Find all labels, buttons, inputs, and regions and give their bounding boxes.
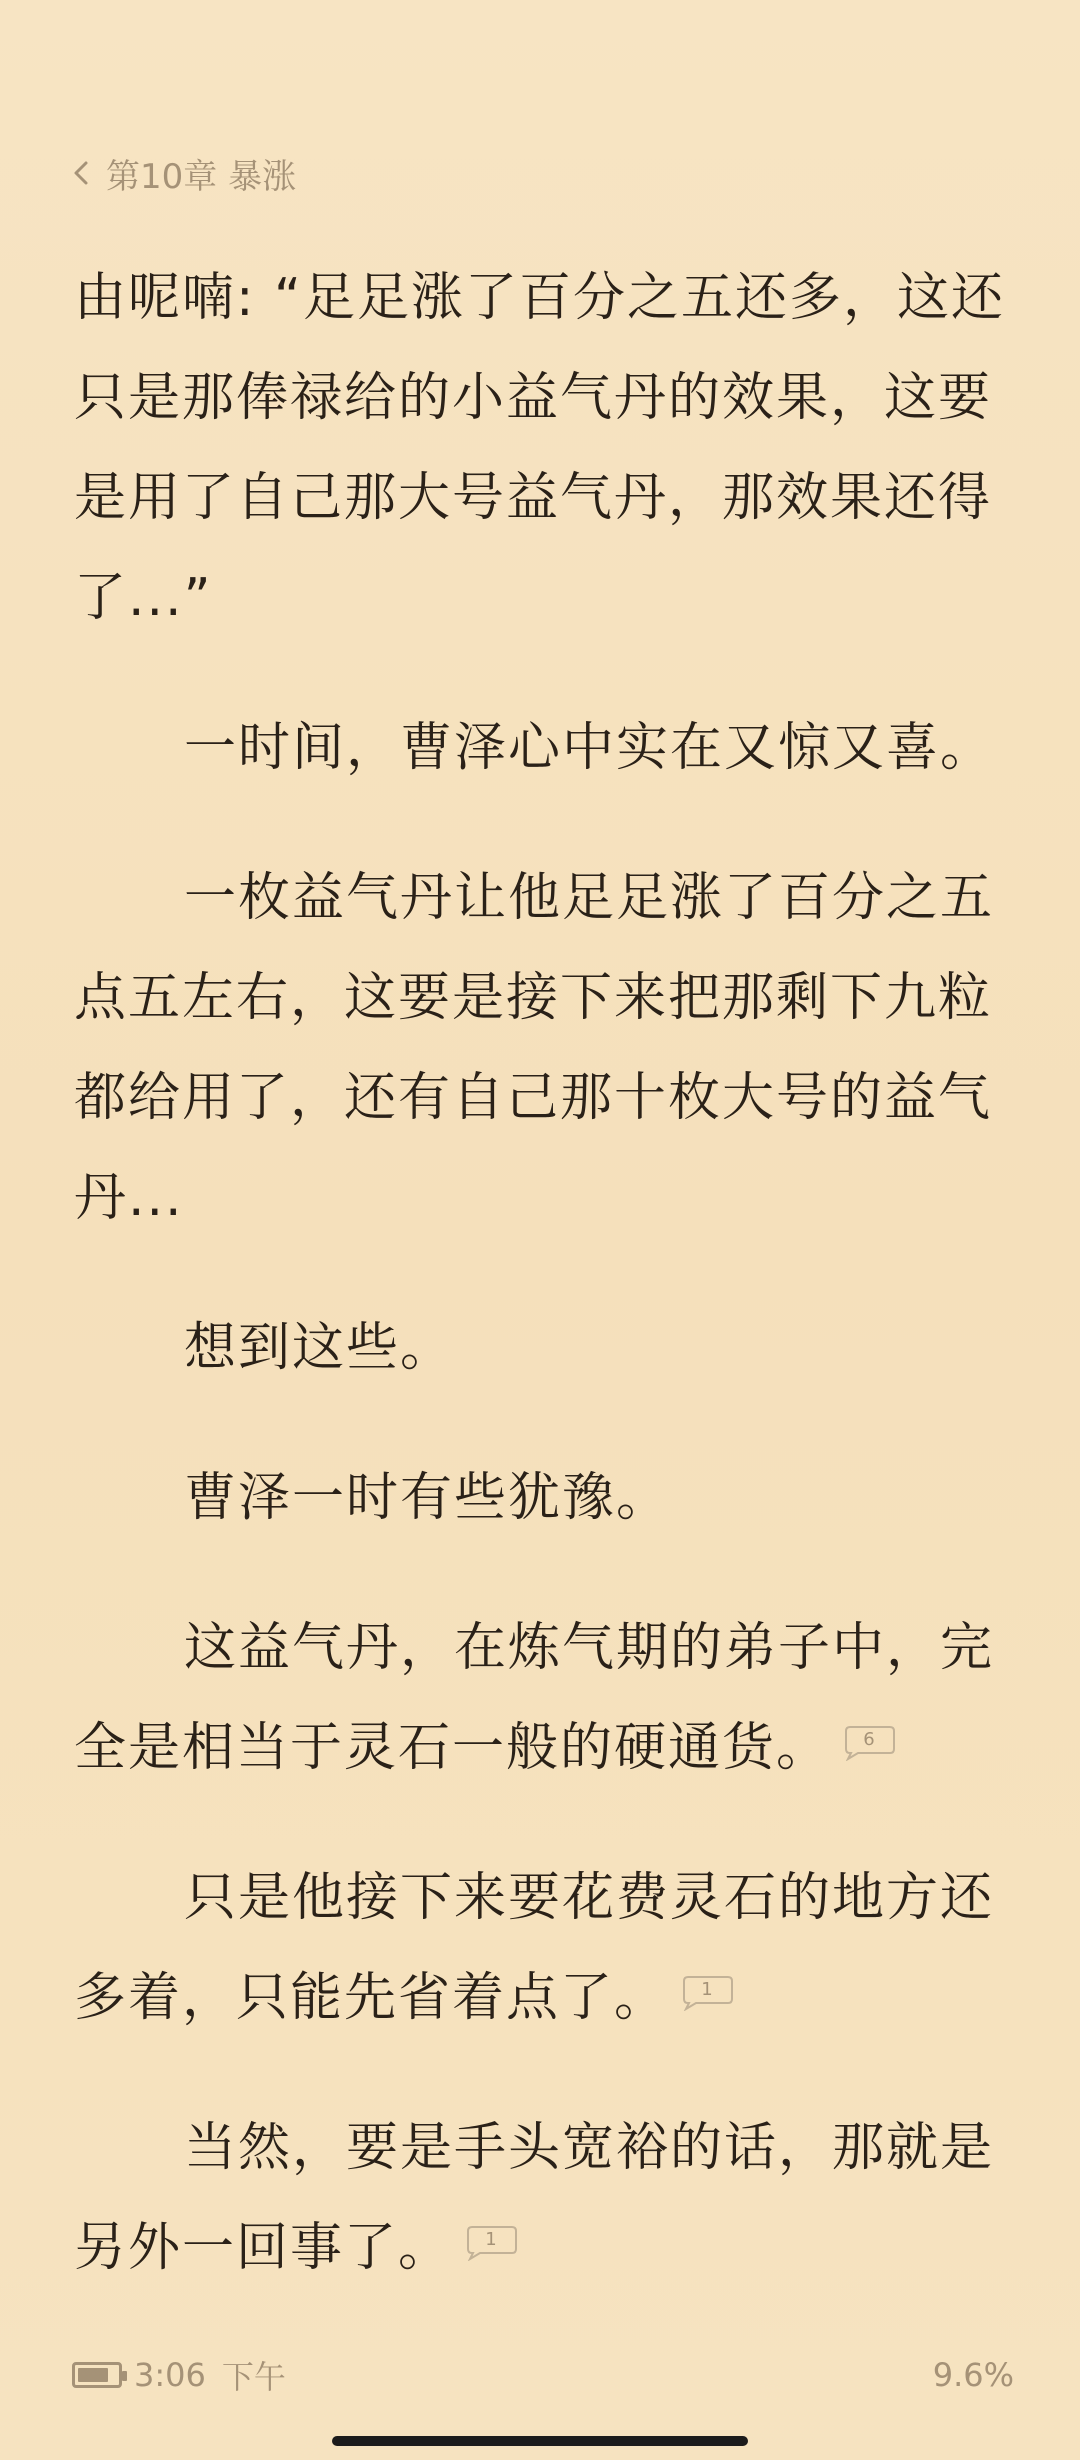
chapter-content (74, 248, 1014, 2348)
clock-period: 下午 (221, 2358, 286, 2396)
paragraph: 一时间，曹泽心中实在又惊又喜。 (184, 718, 995, 778)
paragraph-comment-button[interactable]: 1 (680, 1975, 734, 2011)
status-left (72, 2352, 286, 2398)
chapter-back-button[interactable] (68, 148, 296, 198)
home-indicator[interactable] (332, 2436, 748, 2446)
paragraph: 一枚益气丹让他足足涨了百分之五点五左右，这要是接下来把那剩下九粒都给用了，还有自己那十枚大号的益气丹... (74, 868, 995, 1228)
chevron-left-icon (68, 153, 96, 193)
paragraph-comment-button[interactable]: 1 (464, 2225, 518, 2261)
reading-progress: 9.6% (932, 2356, 1014, 2394)
clock-time: 3:06 (134, 2356, 206, 2394)
chapter-title: 第10章 暴涨 (106, 156, 297, 197)
paragraph: 想到这些。 (184, 1318, 455, 1378)
battery-icon (72, 2362, 122, 2388)
paragraph: 这益气丹，在炼气期的弟子中，完全是相当于灵石一般的硬通货。 6 (74, 1618, 995, 1778)
battery-level (78, 2368, 108, 2382)
paragraph-comment-button[interactable]: 6 (842, 1725, 896, 1761)
paragraph: 曹泽一时有些犹豫。 (184, 1468, 671, 1528)
paragraph: 当然，要是手头宽裕的话，那就是另外一回事了。 1 (74, 2118, 995, 2278)
reader-status-bar (72, 2350, 1014, 2400)
paragraph: 由呢喃: “足足涨了百分之五还多，这还只是那俸禄给的小益气丹的效果，这要是用了自己那大号益气丹，那效果还得了...” (74, 268, 1005, 628)
paragraph: 只是他接下来要花费灵石的地方还多着，只能先省着点了。 1 (74, 1868, 995, 2028)
